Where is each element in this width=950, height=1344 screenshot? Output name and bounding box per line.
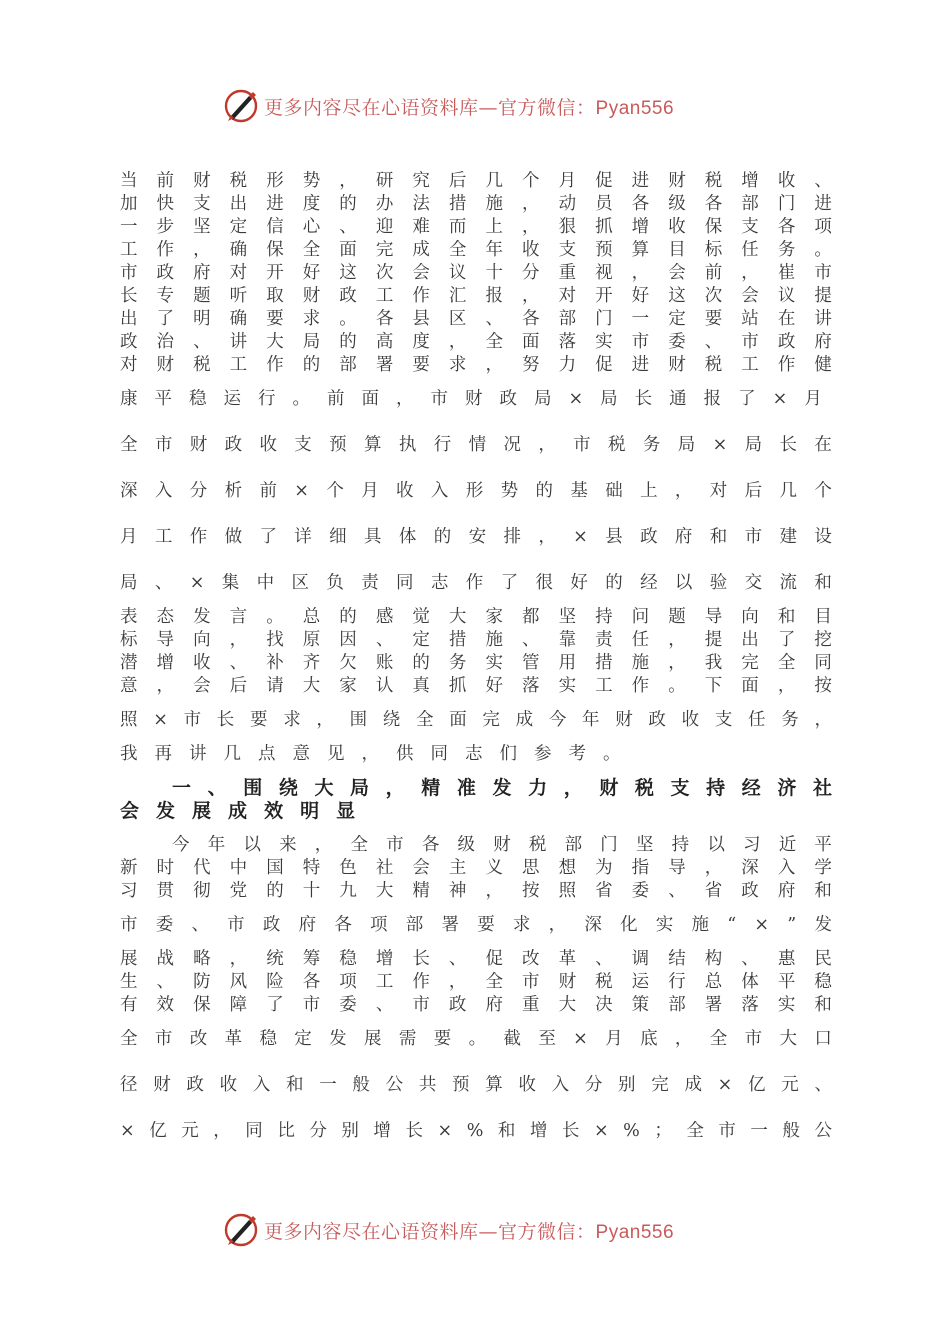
- body-text-line: 加 快 支 出 进 度 的 办 法 措 施 ， 动 员 各 级 各 部 门 进: [120, 194, 832, 214]
- body-text-line: 一 步 坚 定 信 心 、 迎 难 而 上 ， 狠 抓 增 收 保 支 各 项: [120, 217, 832, 237]
- body-text-line: 全 市 改 革 稳 定 发 展 需 要 。 截 至 × 月 底 ， 全 市 大 口: [120, 1029, 832, 1049]
- body-text-line: 康 平 稳 运 行 。 前 面 ， 市 财 政 局 × 局 长 通 报 了 × 月: [120, 389, 822, 409]
- header-banner: [222, 86, 742, 126]
- body-text-line: 生 、 防 风 险 各 项 工 作 ， 全 市 财 税 运 行 总 体 平 稳: [120, 972, 832, 992]
- footer-wechat-id: Pyan556: [595, 1221, 675, 1243]
- body-text-line: 月 工 作 做 了 详 细 具 体 的 安 排 ， × 县 政 府 和 市 建 设: [120, 527, 832, 547]
- body-text-line: 今 年 以 来 ， 全 市 各 级 财 税 部 门 坚 持 以 习 近 平: [172, 835, 832, 855]
- body-text-line: 习 贯 彻 党 的 十 九 大 精 神 ， 按 照 省 委 、 省 政 府 和: [120, 881, 832, 901]
- body-text-line: 市 委 、 市 政 府 各 项 部 署 要 求 ， 深 化 实 施 “ × ” 发: [120, 915, 832, 935]
- body-text-line: 政 治 、 讲 大 局 的 高 度 ， 全 面 落 实 市 委 、 市 政 府: [120, 332, 832, 352]
- body-text-line: 径 财 政 收 入 和 一 般 公 共 预 算 收 入 分 别 完 成 × 亿 元 、: [120, 1075, 832, 1095]
- body-text-line: 标 导 向 ， 找 原 因 、 定 措 施 、 靠 责 任 ， 提 出 了 挖: [120, 630, 832, 650]
- section-heading-line: 会 发 展 成 效 明 显: [120, 800, 356, 822]
- footer-banner: [222, 1210, 742, 1250]
- body-text-line: 表 态 发 言 。 总 的 感 觉 大 家 都 坚 持 问 题 导 向 和 目: [120, 607, 832, 627]
- body-text-line: × 亿 元 ， 同 比 分 别 增 长 × % 和 增 长 × % ； 全 市 一 般 公: [120, 1121, 832, 1141]
- pen-logo-icon: [222, 1211, 260, 1249]
- section-heading-line: 一 、 围 绕 大 局 ， 精 准 发 力 ， 财 税 支 持 经 济 社: [172, 777, 832, 799]
- body-text-line: 局 、 × 集 中 区 负 责 同 志 作 了 很 好 的 经 以 验 交 流 和: [120, 573, 832, 593]
- body-text-line: 工 作 ， 确 保 全 面 完 成 全 年 收 支 预 算 目 标 任 务 。: [120, 240, 832, 260]
- footer-banner-label: 更多内容尽在心语资料库—官方微信：: [264, 1220, 596, 1243]
- body-text-line: 长 专 题 听 取 财 政 工 作 汇 报 ， 对 开 好 这 次 会 议 提: [120, 286, 832, 306]
- body-text-line: 潜 增 收 、 补 齐 欠 账 的 务 实 管 用 措 施 ， 我 完 全 同: [120, 653, 832, 673]
- body-text-line: 我 再 讲 几 点 意 见 ， 供 同 志 们 参 考 。: [120, 744, 621, 764]
- body-text-line: 展 战 略 ， 统 筹 稳 增 长 、 促 改 革 、 调 结 构 、 惠 民: [120, 949, 832, 969]
- footer-banner-text: [264, 1217, 674, 1244]
- body-text-line: 照 × 市 长 要 求 ， 围 绕 全 面 完 成 今 年 财 政 收 支 任 务 ，: [120, 710, 832, 730]
- header-banner-text: [264, 93, 674, 120]
- body-text-line: 深 入 分 析 前 × 个 月 收 入 形 势 的 基 础 上 ， 对 后 几 个: [120, 481, 832, 501]
- body-text-line: 市 政 府 对 开 好 这 次 会 议 十 分 重 视 ， 会 前 ， 崔 市: [120, 263, 832, 283]
- pen-logo-icon: [222, 87, 260, 125]
- header-banner-label: 更多内容尽在心语资料库—官方微信：: [264, 96, 596, 119]
- body-text-line: 当 前 财 税 形 势 ， 研 究 后 几 个 月 促 进 财 税 增 收 、: [120, 171, 832, 191]
- header-wechat-id: Pyan556: [595, 97, 675, 119]
- body-text-line: 有 效 保 障 了 市 委 、 市 政 府 重 大 决 策 部 署 落 实 和: [120, 995, 832, 1015]
- speech-body: [120, 170, 832, 1143]
- body-text-line: 新 时 代 中 国 特 色 社 会 主 义 思 想 为 指 导 ， 深 入 学: [120, 858, 832, 878]
- body-text-line: 全 市 财 政 收 支 预 算 执 行 情 况 ， 市 税 务 局 × 局 长 在: [120, 435, 832, 455]
- body-text-line: 出 了 明 确 要 求 。 各 县 区 、 各 部 门 一 定 要 站 在 讲: [120, 309, 832, 329]
- body-text-line: 对 财 税 工 作 的 部 署 要 求 ， 努 力 促 进 财 税 工 作 健: [120, 355, 832, 375]
- body-text-line: 意 ， 会 后 请 大 家 认 真 抓 好 落 实 工 作 。 下 面 ， 按: [120, 676, 832, 696]
